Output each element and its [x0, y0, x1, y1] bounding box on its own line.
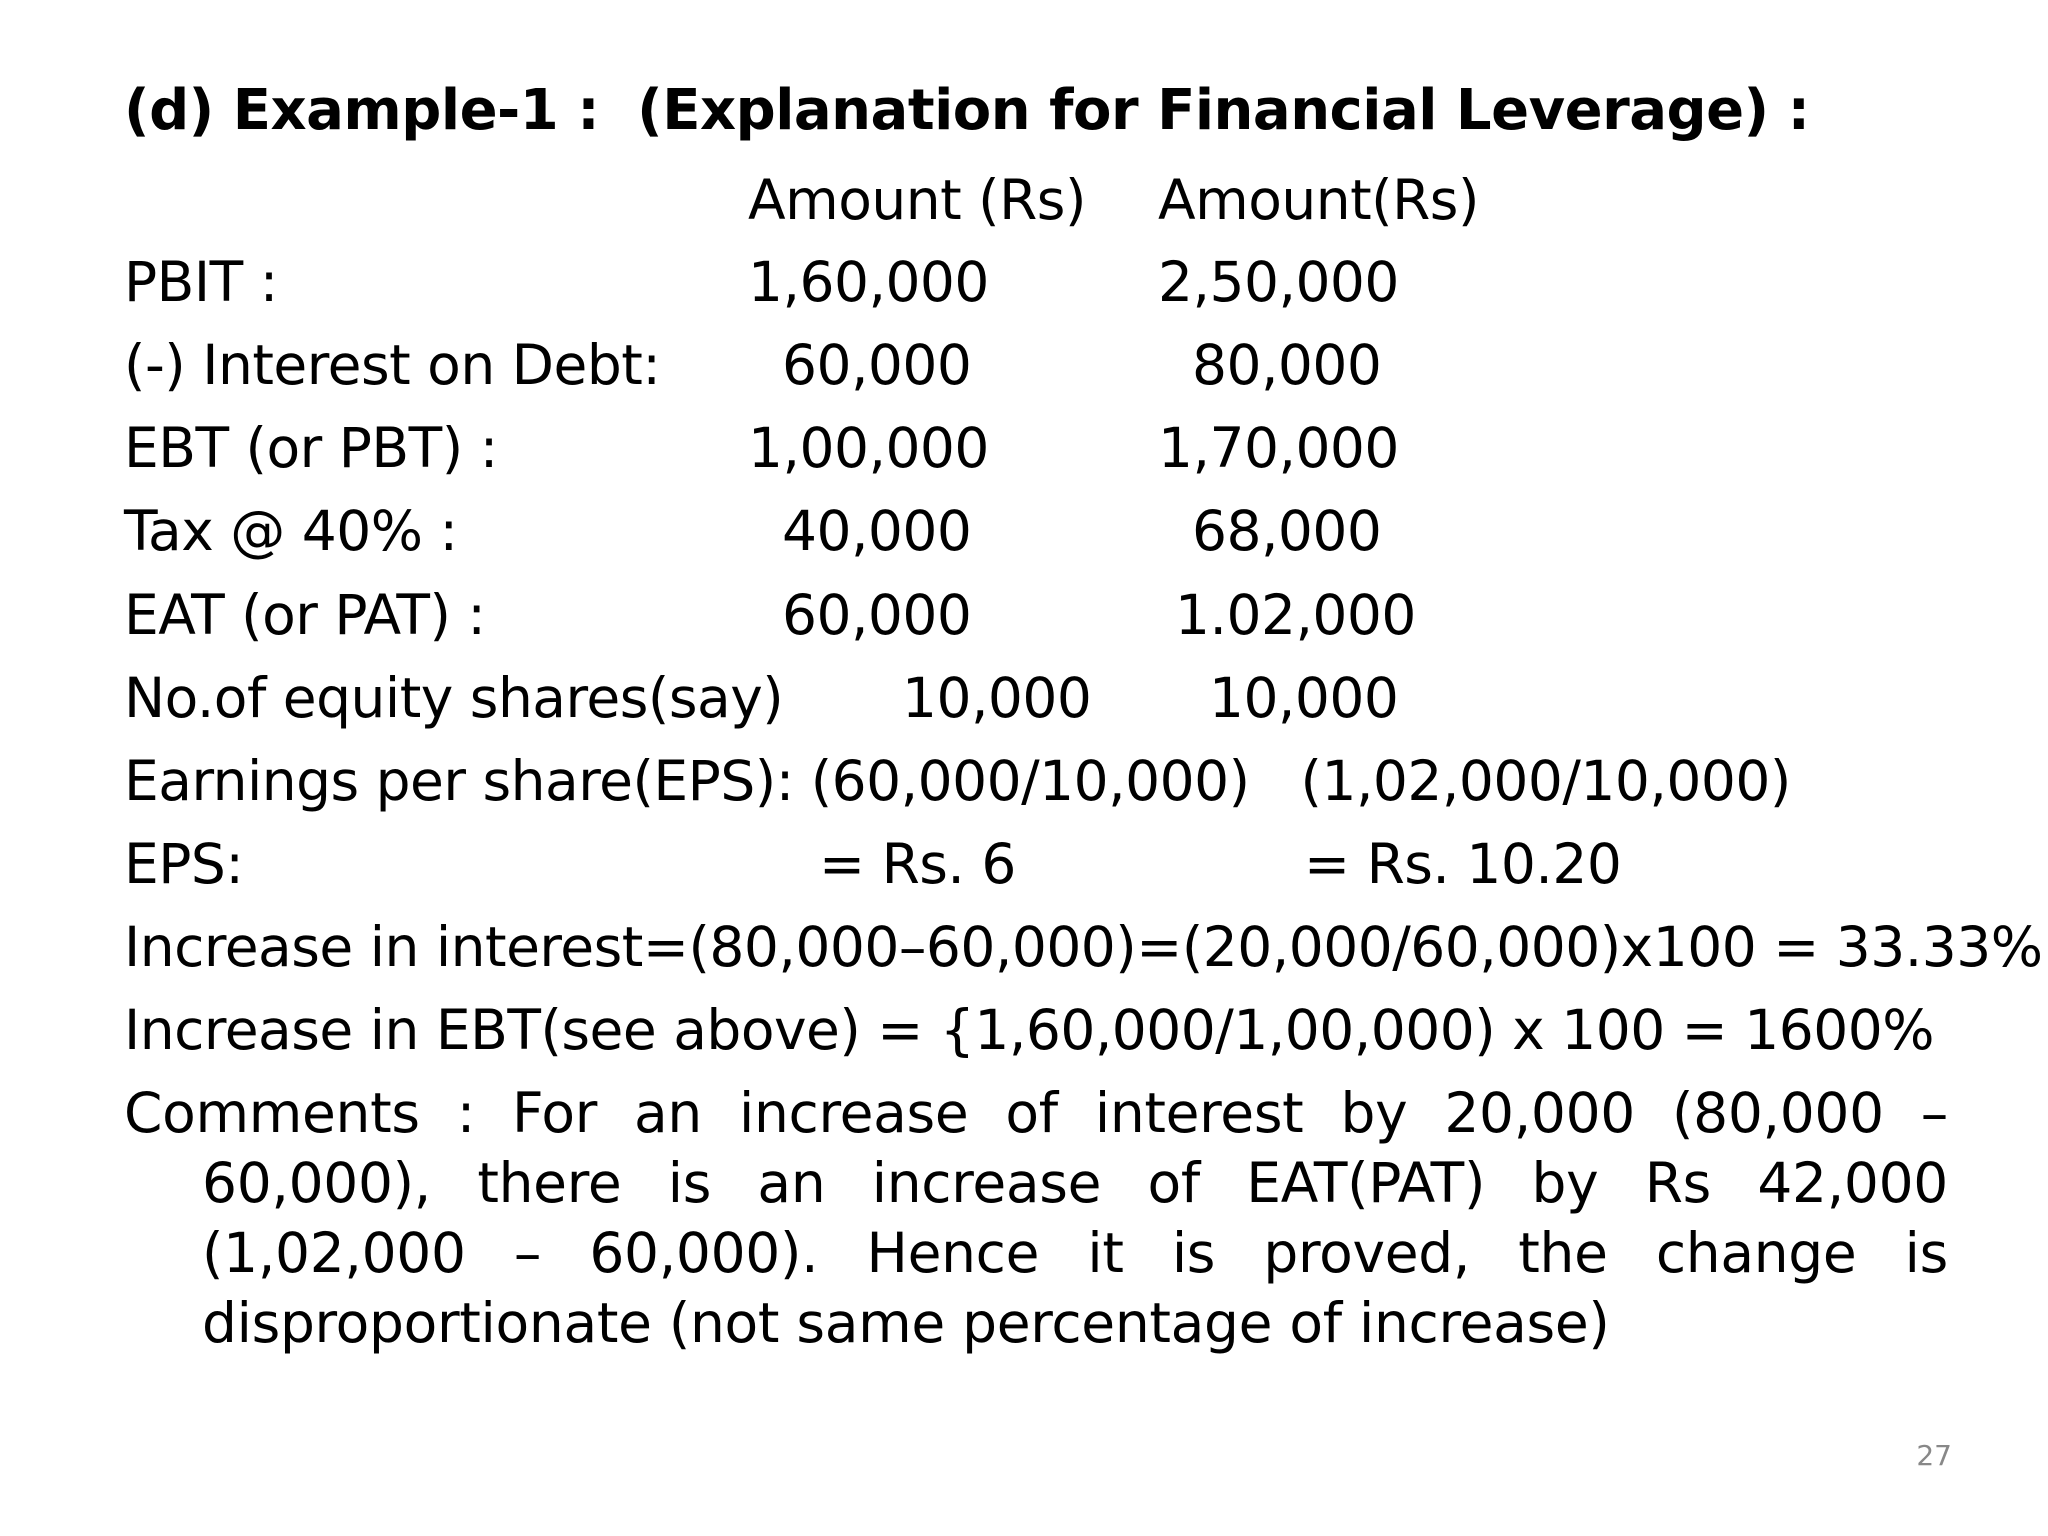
table-row [124, 499, 1964, 583]
table-row [124, 416, 1964, 500]
table-row [124, 583, 1964, 667]
comments-paragraph: Comments : For an increase of interest by 20,000 (80,000 – 60,000), there is an increase of EAT(PAT) by Rs 42,000 (1,02,000 – 60,000). Hence it is proved, the change is disproportionate (not same percentage of increase) [124, 1081, 1948, 1355]
row-label: No.of equity shares(say) [124, 666, 784, 730]
row-value-1: 1,60,000 [748, 250, 989, 314]
row-label: EBT (or PBT) : [124, 416, 498, 480]
table-row [124, 333, 1964, 417]
row-value-1: 1,00,000 [748, 416, 989, 480]
increase-ebt-text: Increase in EBT(see above) = {1,60,000/1,00,000) x 100 = 1600% [124, 998, 1934, 1062]
row-value-1: 60,000 [748, 583, 972, 647]
row-value-2: 10,000 [1158, 666, 1399, 730]
column-headers [124, 168, 1964, 252]
row-label: (-) Interest on Debt: [124, 333, 661, 397]
row-value-2: 1,70,000 [1158, 416, 1399, 480]
row-label: PBIT : [124, 250, 278, 314]
slide-title: (d) Example-1 : (Explanation for Financial Leverage) : [124, 78, 1810, 143]
table-row [124, 666, 1964, 750]
increase-interest-text: Increase in interest=(80,000–60,000)=(20,000/60,000)x100 = 33.33% [124, 915, 2043, 979]
column-header-1: Amount (Rs) [748, 168, 1086, 232]
eps-row [124, 832, 1964, 916]
row-value-2: 2,50,000 [1158, 250, 1399, 314]
page-number: 27 [1916, 1439, 1952, 1472]
row-value-1: 60,000 [748, 333, 972, 397]
row-label: EAT (or PAT) : [124, 583, 486, 647]
row-value-1: 40,000 [748, 499, 972, 563]
row-value-1: 10,000 [868, 666, 1092, 730]
eps-value-1: = Rs. 6 [819, 832, 1016, 896]
row-value-2: 80,000 [1158, 333, 1382, 397]
increase-interest-line [124, 915, 2043, 999]
eps-label: EPS: [124, 832, 244, 896]
row-value-2: 68,000 [1158, 499, 1382, 563]
eps-formula: Earnings per share(EPS): (60,000/10,000) (1,02,000/10,000) [124, 749, 1791, 813]
row-label: Tax @ 40% : [124, 499, 458, 563]
eps-formula-line [124, 749, 1964, 833]
increase-ebt-line [124, 998, 1964, 1082]
row-value-2: 1.02,000 [1158, 583, 1416, 647]
eps-value-2: = Rs. 10.20 [1304, 832, 1622, 896]
table-row [124, 250, 1964, 334]
column-header-2: Amount(Rs) [1158, 168, 1479, 232]
